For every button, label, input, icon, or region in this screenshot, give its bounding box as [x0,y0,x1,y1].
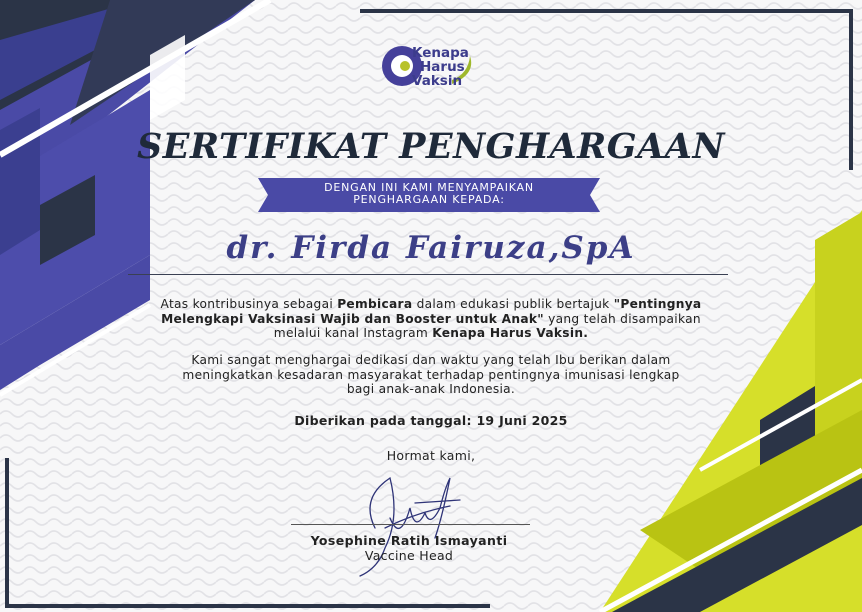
p1-text-2: dalam edukasi publik bertajuk [412,297,614,311]
banner-line-1: DENGAN INI KAMI MENYAMPAIKAN [324,181,534,194]
signer-title: Vaccine Head [364,548,454,563]
logo-line-1: Kenapa [412,45,469,61]
signer-name: Yosephine Ratih Ismayanti [310,533,508,548]
closing-text: Hormat kami, [386,448,476,463]
p1-channel: Kenapa Harus Vaksin. [432,326,589,340]
p1-topic: "Pentingnya Melengkapi Vaksinasi Wajib dan Booster untuk Anak" [161,297,702,326]
logo-wordmark [412,46,469,88]
banner-text [258,182,600,206]
p1-role: Pembicara [337,297,413,311]
p1-text-3: yang telah disampaikan melalui kanal Instagram [273,311,701,340]
appreciation-paragraph: Kami sangat menghargai dedikasi dan waktu yang telah Ibu berikan dalam meningkatkan kesadaran masyarakat terhadap pentingnya imunisasi lengkap bagi anak-anak Indonesia. [182,353,680,396]
issue-date: Diberikan pada tanggal: 19 Juni 2025 [294,413,568,428]
banner-line-2: PENGHARGAAN KEPADA: [353,193,505,206]
name-underline [128,274,728,275]
p1-text-1: Atas kontribusinya sebagai [160,297,338,311]
logo-line-2: Harus [420,59,465,75]
contribution-paragraph [150,297,712,341]
signature-line [291,524,530,525]
logo-line-3: Vaksin [412,73,463,89]
recipient-name: dr. Firda Fairuza,SpA [226,230,636,266]
certificate-title: SERTIFIKAT PENGHARGAAN [137,126,725,167]
handwritten-signature [330,458,480,583]
